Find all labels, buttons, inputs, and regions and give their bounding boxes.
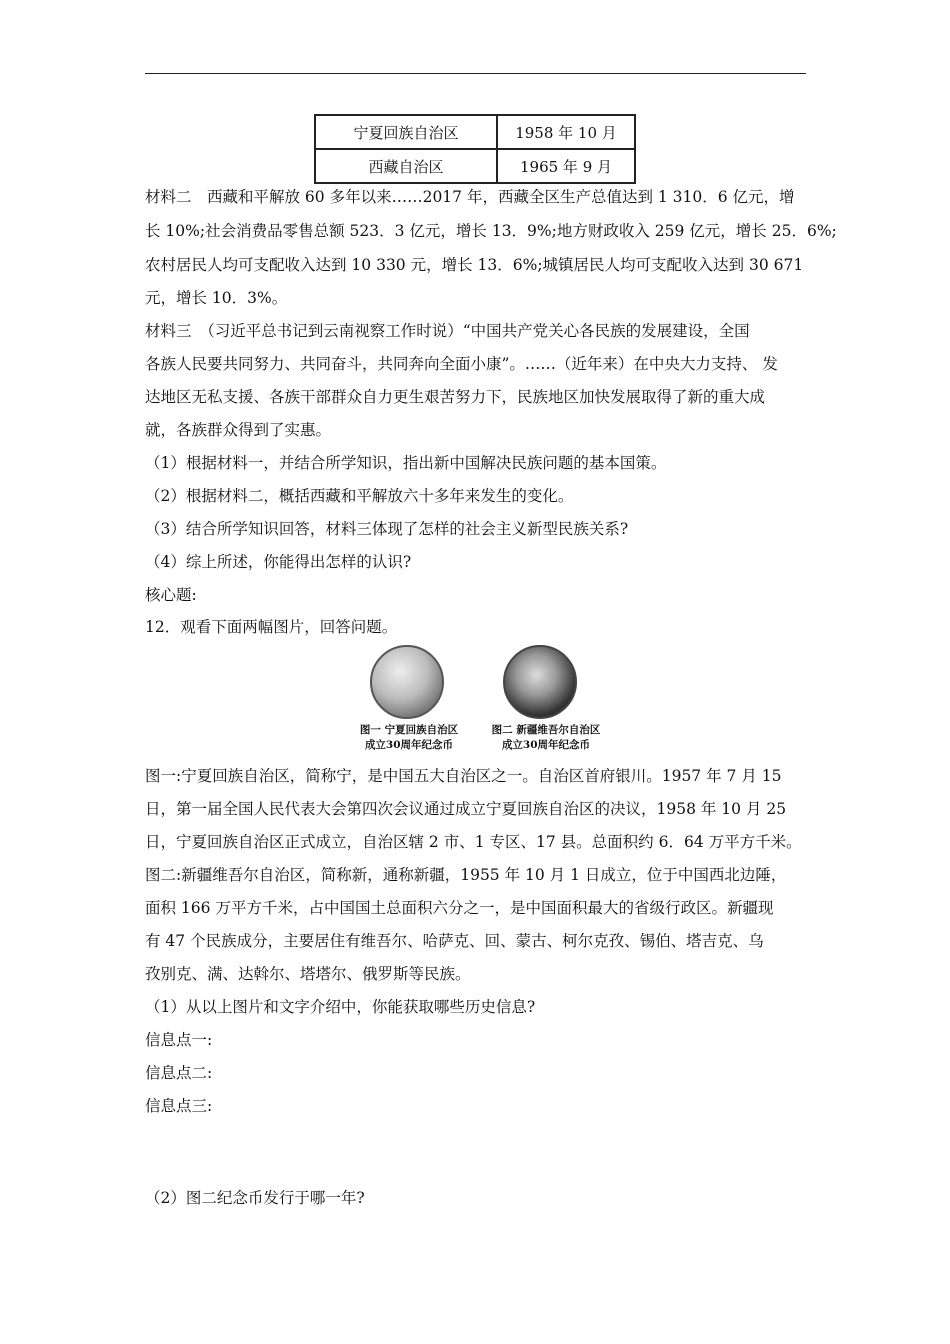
material-two-line: 材料二 西藏和平解放 60 多年以来……2017 年，西藏全区生产总值达到 1 310．6 亿元，增 bbox=[145, 188, 795, 206]
info-point-1: 信息点一: bbox=[145, 1031, 213, 1049]
material-two-line: 元，增长 10．3%。 bbox=[145, 289, 288, 307]
section-label: 核心题: bbox=[145, 586, 197, 604]
caption-line: 图一 宁夏回族自治区 bbox=[359, 724, 459, 736]
sub-question-1: （1）从以上图片和文字介绍中，你能获取哪些历史信息? bbox=[145, 998, 536, 1016]
table-row bbox=[315, 149, 635, 183]
question-3: （3）结合所学知识回答，材料三体现了怎样的社会主义新型民族关系? bbox=[145, 520, 629, 538]
caption-line: 图二 新疆维吾尔自治区 bbox=[491, 724, 601, 736]
material-three-line: 材料三 （习近平总书记到云南视察工作时说）“中国共产党关心各民族的发展建设，全国 bbox=[145, 322, 750, 340]
xinjiang-coin-image bbox=[503, 645, 577, 719]
question-12: 12．观看下面两幅图片，回答问题。 bbox=[145, 618, 398, 636]
caption-line: 成立30周年纪念币 bbox=[364, 739, 454, 751]
ningxia-coin-image bbox=[370, 645, 444, 719]
material-two-line: 农村居民人均可支配收入达到 10 330 元，增长 13．6%;城镇居民人均可支配收入达到 30 671 bbox=[145, 256, 804, 274]
figure-one-text: 日，宁夏回族自治区正式成立，自治区辖 2 市、1 专区、17 县。总面积约 6．64 万平方千米。 bbox=[145, 833, 802, 851]
table-cell: 西藏自治区 bbox=[315, 149, 497, 183]
autonomous-region-table bbox=[314, 114, 636, 184]
question-2: （2）根据材料二，概括西藏和平解放六十多年来发生的变化。 bbox=[145, 487, 574, 505]
figure-one-text: 图一:宁夏回族自治区，简称宁，是中国五大自治区之一。自治区首府银川。1957 年 7 月 15 bbox=[145, 767, 782, 785]
material-three-line: 就，各族群众得到了实惠。 bbox=[145, 421, 332, 439]
figure-two-text: 孜别克、满、达斡尔、塔塔尔、俄罗斯等民族。 bbox=[145, 965, 471, 983]
info-point-3: 信息点三: bbox=[145, 1097, 213, 1115]
header-rule bbox=[145, 73, 806, 74]
figure-two-text: 图二:新疆维吾尔自治区，简称新，通称新疆，1955 年 10 月 1 日成立，位于中国西北边陲， bbox=[145, 866, 787, 884]
info-point-2: 信息点二: bbox=[145, 1064, 213, 1082]
caption-line: 成立30周年纪念币 bbox=[501, 739, 591, 751]
figure-two-text: 有 47 个民族成分，主要居住有维吾尔、哈萨克、回、蒙古、柯尔克孜、锡伯、塔吉克、乌 bbox=[145, 932, 764, 950]
material-three-line: 达地区无私支援、各族干部群众自力更生艰苦努力下，民族地区加快发展取得了新的重大成 bbox=[145, 388, 766, 406]
figure-one-text: 日，第一届全国人民代表大会第四次会议通过成立宁夏回族自治区的决议，1958 年 10 月 25 bbox=[145, 800, 787, 818]
material-two-line: 长 10%;社会消费品零售总额 523．3 亿元，增长 13．9%;地方财政收入 259 亿元，增长 25．6%; bbox=[145, 222, 837, 240]
table-cell: 宁夏回族自治区 bbox=[315, 115, 497, 149]
figure-two-caption bbox=[476, 723, 616, 753]
material-three-line: 各族人民要共同努力、共同奋斗，共同奔向全面小康”。……（近年来）在中央大力支持、 发 bbox=[145, 355, 778, 373]
question-4: （4）综上所述，你能得出怎样的认识? bbox=[145, 553, 412, 571]
table-cell: 1965 年 9 月 bbox=[497, 149, 635, 183]
sub-question-2: （2）图二纪念币发行于哪一年? bbox=[145, 1189, 365, 1207]
coin-figures bbox=[340, 645, 612, 755]
table-cell: 1958 年 10 月 bbox=[497, 115, 635, 149]
table-row bbox=[315, 115, 635, 149]
figure-two-text: 面积 166 万平方千米，占中国国土总面积六分之一，是中国面积最大的省级行政区。新疆现 bbox=[145, 899, 774, 917]
figure-one-caption bbox=[340, 723, 478, 753]
question-1: （1）根据材料一，并结合所学知识，指出新中国解决民族问题的基本国策。 bbox=[145, 454, 667, 472]
